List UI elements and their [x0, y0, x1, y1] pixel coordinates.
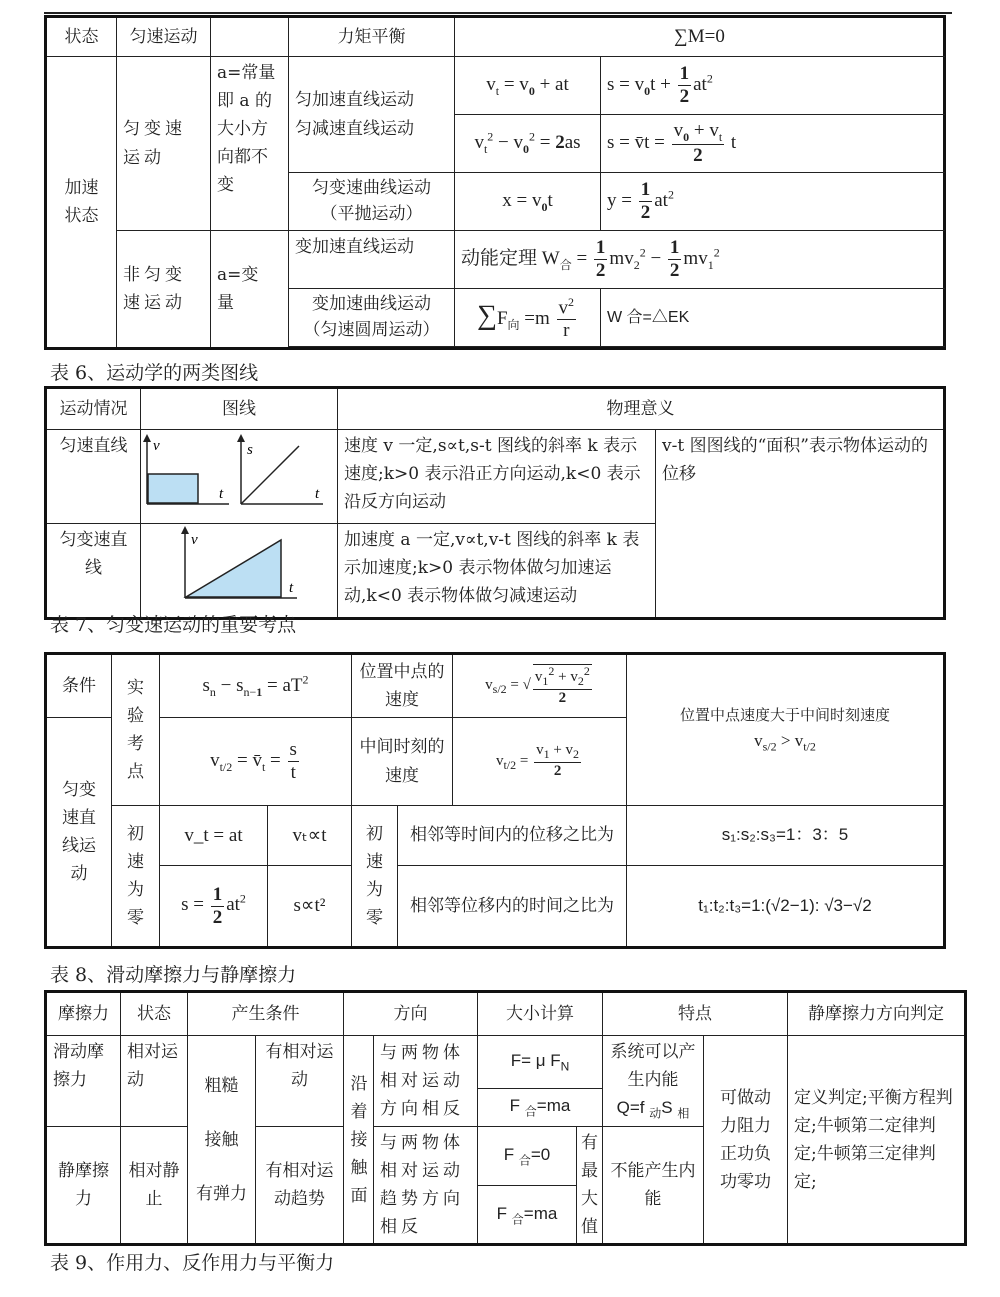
caption-table9: 表 9、作用力、反作用力与平衡力	[50, 1252, 335, 1274]
formula-y: y = $\frac{1}{2}$ $at^2$	[601, 173, 945, 231]
cond-rough-contact-elastic: 粗糙 接触 有弹力	[188, 1036, 256, 1245]
calc-ma-static: F $_合$=ma	[478, 1186, 577, 1245]
header-meaning: 物理意义	[338, 388, 945, 430]
graph-uniform-accel	[141, 524, 338, 619]
mid-time-label: 中间时刻的速度	[352, 718, 453, 806]
meaning-accel: 加速度 a 一定,v∝t,v-t 图线的斜率 k 表示加速度;k>0 表示物体做匀加速运动,k<0 表示物体做匀减速运动	[338, 524, 656, 619]
axis-t-label-2: t	[315, 486, 320, 502]
meaning-area: v-t 图图线的“面积”表示物体运动的位移	[656, 430, 945, 619]
formula-s-prop: s∝t²	[268, 866, 352, 948]
zero-label-right: 初速为零	[352, 806, 398, 948]
blank-cell	[211, 17, 289, 57]
cond-value: 匀变速直线运动	[46, 718, 112, 948]
calc-zero: F $_合$=0	[478, 1127, 577, 1186]
exp-label: 实验考点	[112, 654, 160, 806]
torque-balance: 力矩平衡	[289, 17, 455, 57]
accel-constant: a=常量即 a 的大小方向都不变	[211, 57, 289, 231]
axis-v-label-2: v	[191, 532, 198, 549]
case-uniform: 匀速直线	[46, 430, 141, 524]
axis-t-label: t	[219, 486, 224, 502]
ratio2-label: 相邻等位移内的时间之比为	[398, 866, 627, 948]
rel-static: 相对静止	[121, 1127, 188, 1245]
uniform-var-motion: 匀变速运动	[117, 57, 211, 231]
calc-fn: F= μ $F_N$	[478, 1036, 603, 1089]
ratio2-value: t₁:t₂:t₃=1:(√2−1): √3−√2	[627, 866, 945, 948]
formula-vt-prop: vₜ∝t	[268, 806, 352, 866]
h-state: 状态	[121, 992, 188, 1036]
accel-variable: a=变量	[211, 231, 289, 349]
motion-projectile: 匀变速曲线运动 （平抛运动）	[289, 173, 455, 231]
feat-noheat: 不能产生内能	[603, 1127, 704, 1245]
table-friction	[44, 990, 967, 1246]
formula-mid-time: $v_{t/2}$ = $\frac{v_1 + v_2}{2}$	[453, 718, 627, 806]
rel-motion: 相对运动	[121, 1036, 188, 1127]
axis-v-label: v	[153, 438, 160, 454]
feat-heat: 系统可以产生内能 Q=f $_动$S $_相$	[603, 1036, 704, 1127]
graph-accel-svg	[141, 524, 336, 608]
h-feature: 特点	[603, 992, 788, 1036]
table-kinematics-states	[44, 15, 946, 350]
static-friction: 静摩擦力	[46, 1127, 121, 1245]
ratio1-label: 相邻等时间内的位移之比为	[398, 806, 627, 866]
formula-avg-v: $v_{t/2}$ = $v̄_t$ = $\frac{s}{t}$	[160, 718, 352, 806]
formula-s: $s = v_0t$ + $\frac{1}{2}$ $at^2$	[601, 57, 945, 115]
h-condition: 产生条件	[188, 992, 344, 1036]
feat-work: 可做动力阻力正功负功零功	[704, 1036, 788, 1245]
formula-vt: $v_t = v_0$ + at	[455, 57, 601, 115]
top-rule	[44, 12, 952, 14]
header-graph: 图线	[141, 388, 338, 430]
header-motion-case: 运动情况	[46, 388, 141, 430]
formula-work: W 合=△EK	[601, 289, 945, 347]
meaning-uniform: 速度 v 一定,s∝t,s-t 图线的斜率 k 表示速度;k>0 表示沿正方向运动,k<0 表示沿反方向运动	[338, 430, 656, 524]
max-note: 有最大值	[577, 1127, 603, 1245]
torque-formula: ∑M=0	[455, 17, 945, 57]
caption-table6: 表 6、运动学的两类图线	[50, 362, 259, 384]
graph-uniform-svg	[141, 430, 336, 514]
formula-mid-pos: $v_{s/2}$ = √ $\frac{v_1^2 + v_2^2}{2}$	[453, 654, 627, 718]
formula-x: $x = v_0t$	[455, 173, 601, 231]
nonuniform-motion: 非匀变速运动	[117, 231, 211, 349]
formula-s-avg: s = v̄t = $\frac{v_0 + v_t}{2}$ t	[601, 115, 945, 173]
state-label: 状态	[46, 17, 117, 57]
formula-vt-at: v_t = at	[160, 806, 268, 866]
h-friction: 摩擦力	[46, 992, 121, 1036]
h-calc: 大小计算	[478, 992, 603, 1036]
state-uniform: 匀速运动	[117, 17, 211, 57]
compare-cell: 位置中点速度大于中间时刻速度 $v_{s/2} > v_{t/2}$	[627, 654, 945, 806]
graph-uniform	[141, 430, 338, 524]
formula-centripetal: $\sum F_向 =m$ $\frac{v^2}{r}$	[455, 289, 601, 347]
caption-table8: 表 8、滑动摩擦力与静摩擦力	[50, 964, 297, 986]
dir-opp-motion: 与两物体相对运动方向相反	[374, 1036, 478, 1127]
cond-rel-motion: 有相对运动	[256, 1036, 344, 1127]
h-judge: 静摩擦力方向判定	[788, 992, 966, 1036]
table-accel-points	[44, 652, 946, 949]
accel-state: 加速状态	[46, 57, 117, 349]
dir-along-surface: 沿着接触面	[344, 1036, 374, 1245]
cond-rel-trend: 有相对运动趋势	[256, 1127, 344, 1245]
cond-label: 条件	[46, 654, 112, 718]
table-motion-graphs	[44, 386, 946, 620]
mid-pos-label: 位置中点的速度	[352, 654, 453, 718]
formula-vt2: $v_t^2 - v_0^2 = 2as$	[455, 115, 601, 173]
calc-ma: F $_合$=ma	[478, 1088, 603, 1127]
formula-sn: $s_n - s_{n-1} = aT^2$	[160, 654, 352, 718]
axis-t-label-3: t	[289, 580, 294, 597]
motion-circular: 变加速曲线运动 （匀速圆周运动）	[289, 289, 455, 347]
zero-label-left: 初速为零	[112, 806, 160, 948]
judge-method: 定义判定;平衡方程判定;牛顿第二定律判定;牛顿第三定律判定;	[788, 1036, 966, 1245]
formula-s-half: s = $\frac{1}{2}$ $at^2$	[160, 866, 268, 948]
h-direction: 方向	[344, 992, 478, 1036]
motion-uniform-accel: 匀加速直线运动 匀减速直线运动	[289, 57, 455, 173]
case-uniform-accel: 匀变速直线	[46, 524, 141, 619]
caption-table7: 表 7、匀变速运动的重要考点	[50, 614, 297, 636]
axis-s-label: s	[247, 442, 253, 458]
motion-var-linear: 变加速直线运动	[289, 231, 455, 289]
ratio1-value: s₁:s₂:s₃=1：3：5	[627, 806, 945, 866]
sliding-friction: 滑动摩擦力	[46, 1036, 121, 1127]
dir-opp-trend: 与两物体相对运动趋势方向相反	[374, 1127, 478, 1245]
formula-kinetic: 动能定理 $W_合$ = $\frac{1}{2}$ $mv_2^2$ − $\frac{1}{2}$ $mv_1^2$	[455, 231, 945, 289]
